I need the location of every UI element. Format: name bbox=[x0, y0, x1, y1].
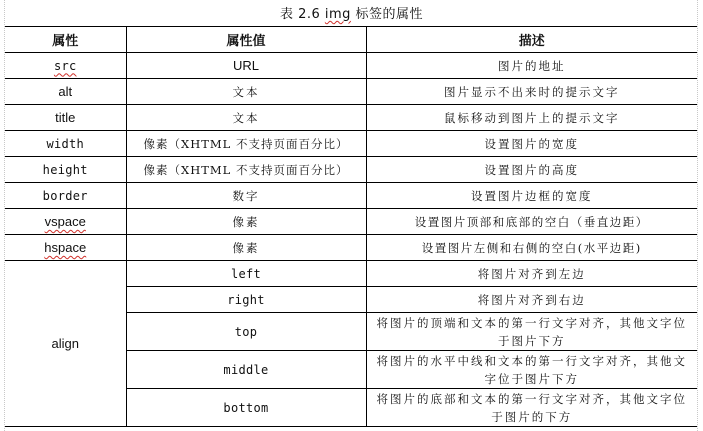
align-desc-text: 将图片的顶端和文本的第一行文字对齐，其他文字位于图片下方 bbox=[376, 315, 687, 348]
attr-desc: 设置图片顶部和底部的空白（垂直边距） bbox=[366, 209, 697, 235]
align-value: left bbox=[126, 261, 366, 287]
attr-desc: 设置图片的高度 bbox=[366, 157, 697, 183]
align-desc-text: 将图片的底部和文本的第一行文字对齐，其他文字位于图片的下方 bbox=[376, 391, 687, 424]
align-desc-text: 将图片的水平中线和文本的第一行文字对齐，其他文字位于图片下方 bbox=[376, 353, 687, 386]
attr-value: 像素 bbox=[126, 235, 366, 261]
table-row-src bbox=[5, 53, 697, 79]
table-row-width bbox=[5, 131, 697, 157]
attr-value: 像素 bbox=[126, 209, 366, 235]
header-description: 描述 bbox=[366, 27, 697, 53]
attr-value: 数字 bbox=[126, 183, 366, 209]
table-row-border bbox=[5, 183, 697, 209]
align-desc bbox=[366, 351, 697, 389]
align-desc bbox=[366, 313, 697, 351]
attr-name-text: hspace bbox=[44, 240, 87, 255]
caption-suffix: 标签的属性 bbox=[350, 7, 424, 22]
attr-value: URL bbox=[126, 53, 366, 79]
attr-name bbox=[5, 53, 126, 79]
attr-desc: 设置图片的宽度 bbox=[366, 131, 697, 157]
caption-tag-name: img bbox=[324, 7, 351, 22]
attr-value: 文本 bbox=[126, 79, 366, 105]
align-desc bbox=[366, 389, 697, 427]
align-value: top bbox=[126, 313, 366, 351]
attr-name: title bbox=[5, 105, 126, 131]
attr-value: 像素（XHTML 不支持页面百分比） bbox=[126, 131, 366, 157]
attr-desc: 图片显示不出来时的提示文字 bbox=[366, 79, 697, 105]
attr-value: 像素（XHTML 不支持页面百分比） bbox=[126, 157, 366, 183]
page-margin-guide-right bbox=[697, 0, 698, 431]
align-value: middle bbox=[126, 351, 366, 389]
attr-desc: 设置图片边框的宽度 bbox=[366, 183, 697, 209]
table-caption bbox=[0, 3, 703, 22]
attr-name-align: align bbox=[5, 261, 126, 427]
header-attribute-value: 属性值 bbox=[126, 27, 366, 53]
align-value: bottom bbox=[126, 389, 366, 427]
table-row-hspace bbox=[5, 235, 697, 261]
attr-name: alt bbox=[5, 79, 126, 105]
attr-name-text: vspace bbox=[44, 214, 86, 229]
attr-name bbox=[5, 235, 126, 261]
table-row-height bbox=[5, 157, 697, 183]
caption-prefix: 表 2.6 bbox=[279, 7, 325, 22]
header-attribute: 属性 bbox=[5, 27, 126, 53]
table-row-vspace bbox=[5, 209, 697, 235]
table-row-align-left bbox=[5, 261, 697, 287]
table-header-row bbox=[5, 27, 697, 53]
align-desc: 将图片对齐到左边 bbox=[366, 261, 697, 287]
table-row-alt bbox=[5, 79, 697, 105]
attr-name-text: src bbox=[53, 58, 77, 73]
attr-desc: 设置图片左侧和右侧的空白(水平边距) bbox=[366, 235, 697, 261]
table-row-title bbox=[5, 105, 697, 131]
attr-name: width bbox=[5, 131, 126, 157]
attr-value: 文本 bbox=[126, 105, 366, 131]
img-attributes-table bbox=[5, 26, 697, 427]
attr-name: height bbox=[5, 157, 126, 183]
align-desc: 将图片对齐到右边 bbox=[366, 287, 697, 313]
align-value: right bbox=[126, 287, 366, 313]
attr-name bbox=[5, 209, 126, 235]
attr-desc: 图片的地址 bbox=[366, 53, 697, 79]
attr-name: border bbox=[5, 183, 126, 209]
attr-desc: 鼠标移动到图片上的提示文字 bbox=[366, 105, 697, 131]
